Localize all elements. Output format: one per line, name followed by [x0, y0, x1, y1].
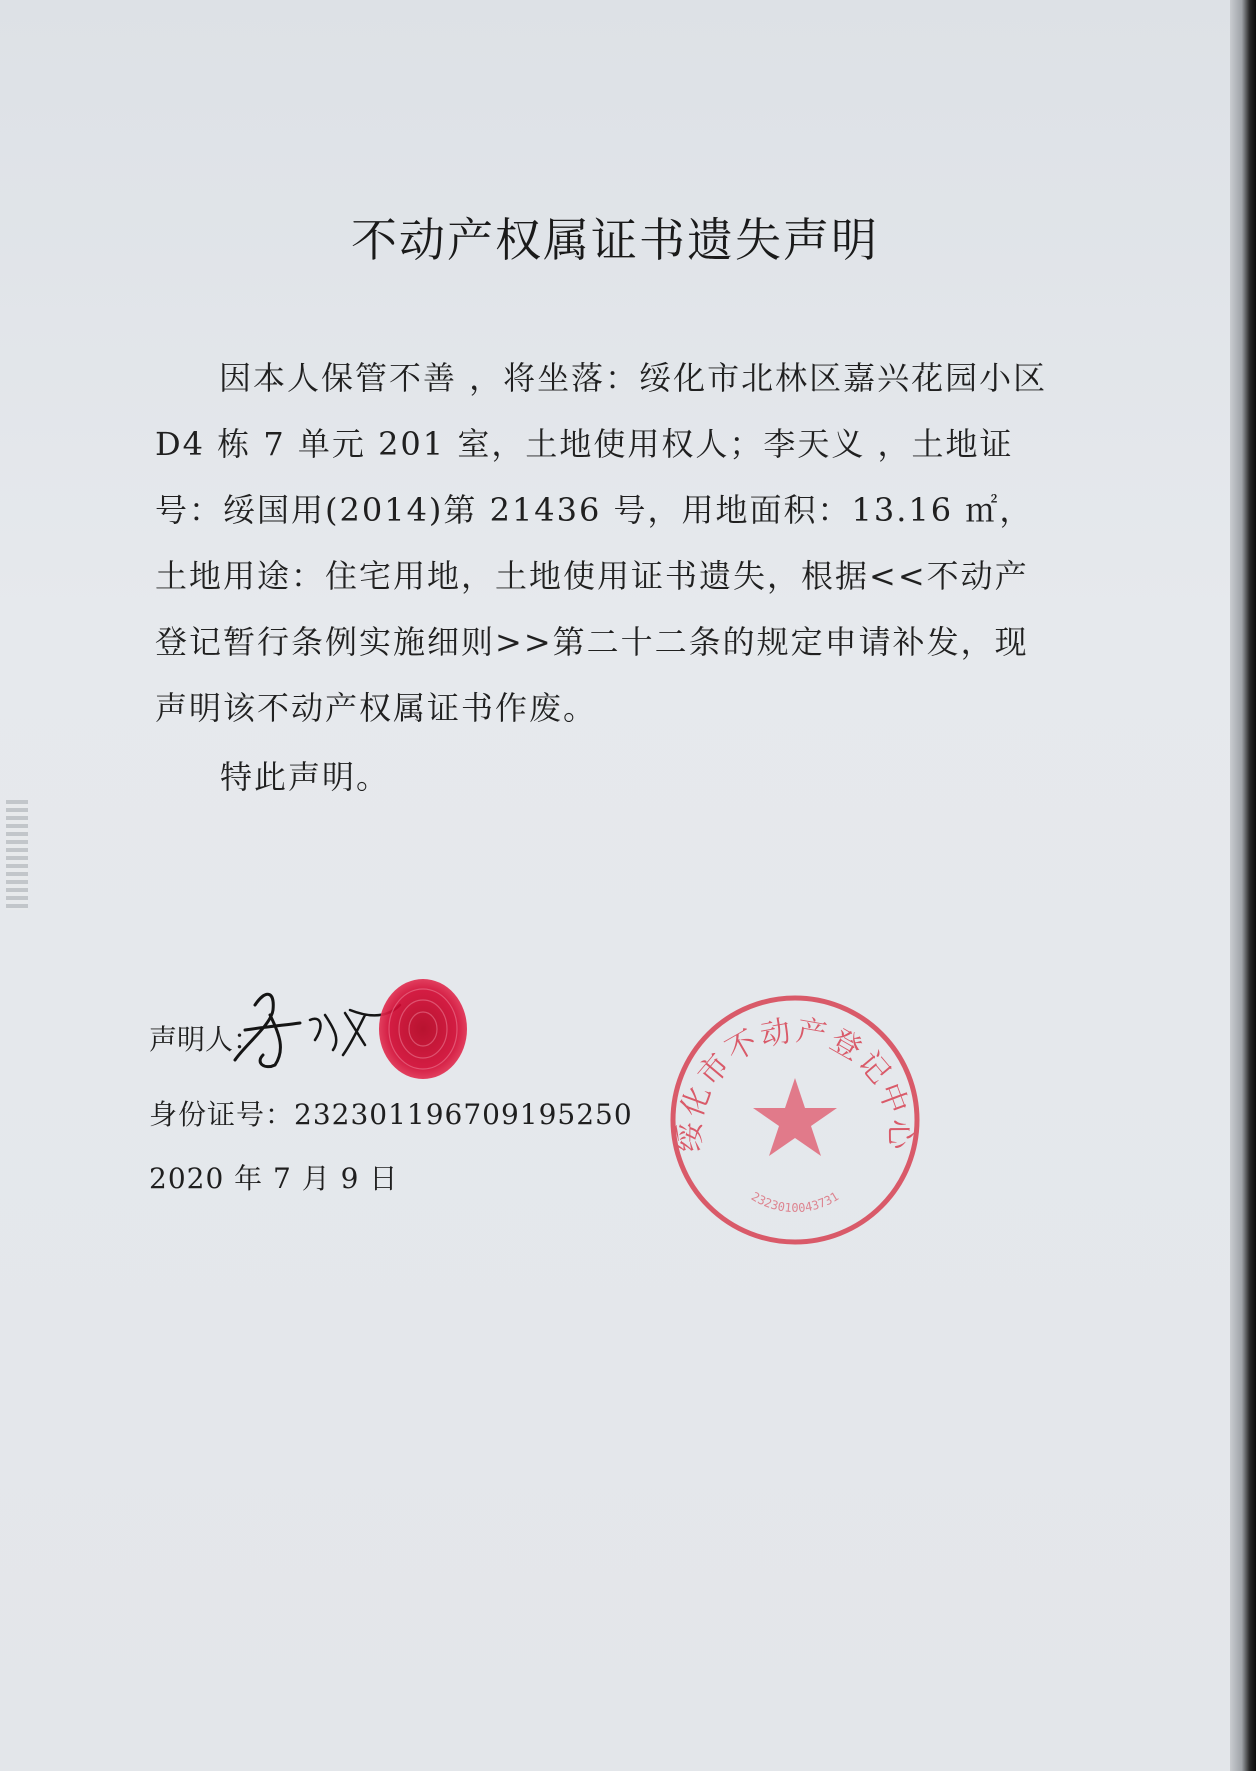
svg-text:2323010043731 — [749, 1189, 841, 1215]
seal-number: 2323010043731 — [748, 1189, 842, 1216]
statement-body — [155, 345, 1055, 741]
statement-paragraph: 因本人保管不善 ，将坐落：绥化市北林区嘉兴花园小区 D4 栋 7 单元 201 室，土地使用权人；李天义 ，土地证号：绥国用(2014)第 21436 号，用地面积：13.16 ㎡，土地用途：住宅用地，土地使用证书遗失，根据<<不动产登记暂行条例实施细则>>第二十二条的规定申请补发，现声明该不动产权属证书作废。 — [155, 359, 1048, 727]
fingerprint — [373, 975, 471, 1083]
paper-edge-mark — [6, 800, 28, 910]
declarant-label: 声明人： — [149, 1023, 262, 1056]
official-seal — [665, 990, 925, 1250]
seal-text: 绥化市不动产登记中心 — [672, 1013, 918, 1153]
declaration-date: 2020 年 7 月 9 日 — [149, 1162, 399, 1195]
id-number: 232301196709195250 — [294, 1098, 633, 1131]
scan-edge-shadow — [1230, 0, 1256, 1771]
id-label: 身份证号： — [149, 1098, 295, 1131]
document-title: 不动产权属证书遗失声明 — [351, 213, 879, 267]
id-number-row — [149, 1093, 633, 1133]
closing-remark: 特此声明。 — [220, 758, 391, 796]
